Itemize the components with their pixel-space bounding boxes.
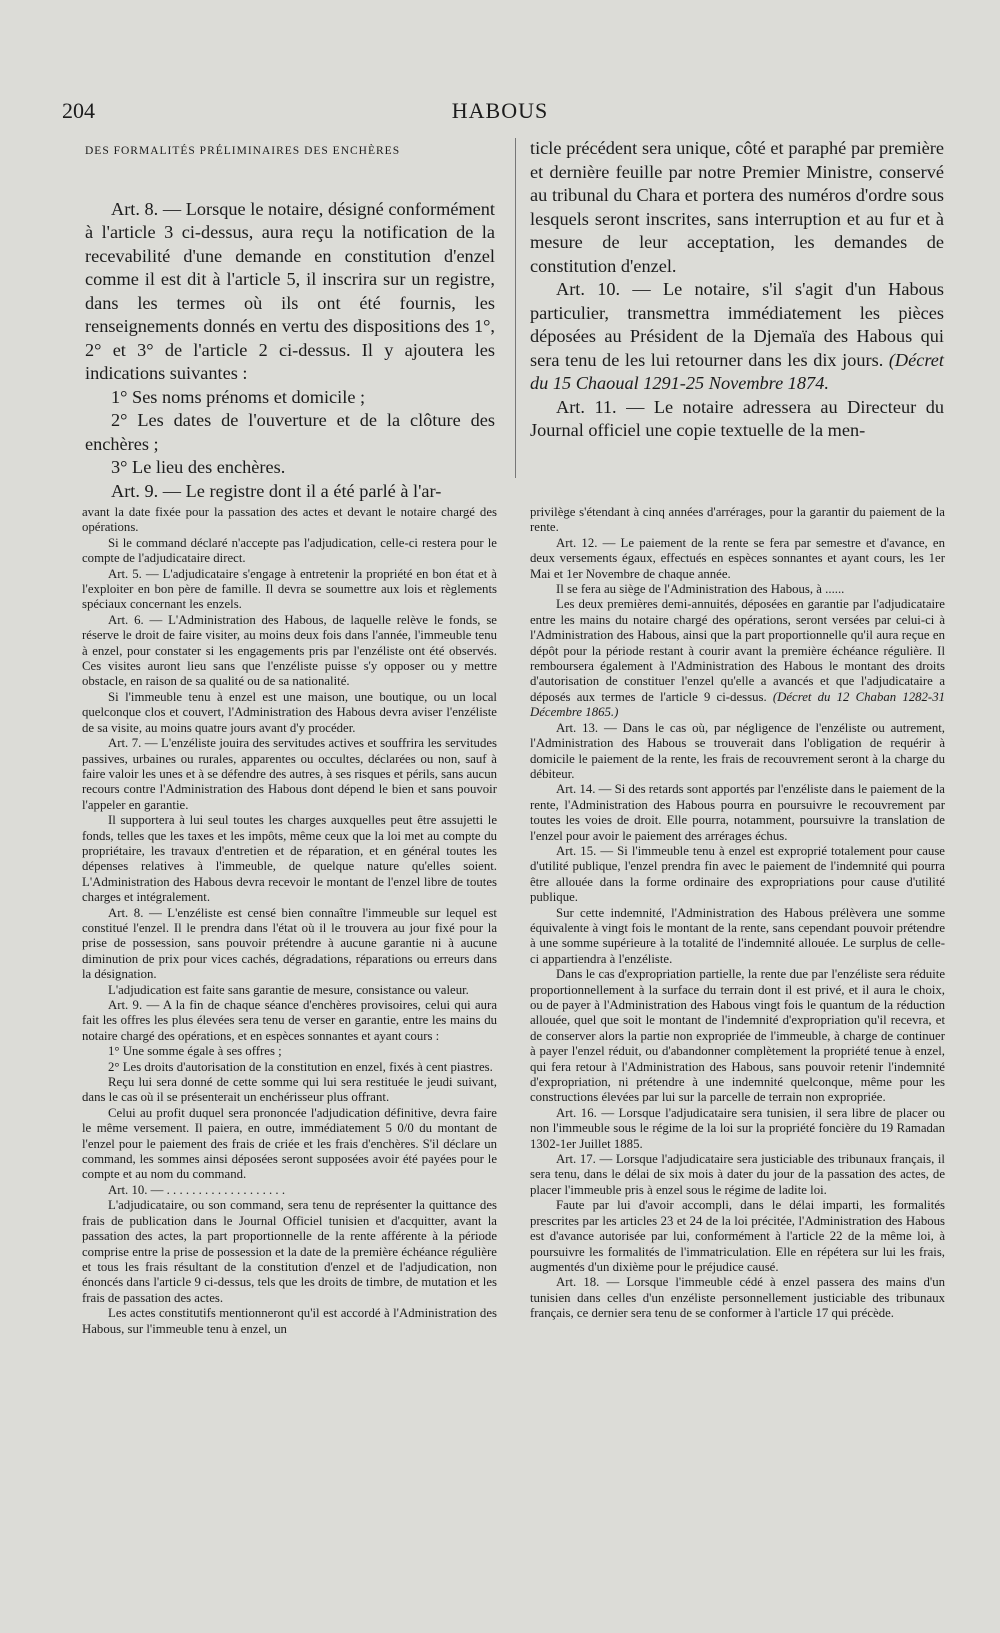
- paragraph: Les actes constitutifs mentionneront qu'il est accordé à l'Administration des Habous, sur l'immeuble tenu à enzel, un: [82, 1306, 497, 1336]
- paragraph: Faute par lui d'avoir accompli, dans le délai imparti, les formalités prescrites par les articles 23 et 24 de la loi précitée, l'Administration des Habous est d'avance autorisée par lui, conformément à l'article 22 de la même loi, à poursuivre les formalités de l'immatriculation. Elle en répétera sur lui les frais, augmentés d'un dixième pour le préjudice causé.: [530, 1198, 945, 1274]
- paragraph: Art. 5. — L'adjudicataire s'engage à entretenir la propriété en bon état et à l'exploiter en bon père de famille. Il devra se soumettre aux lois et règlements spéciaux concernant les enzels.: [82, 566, 497, 612]
- page-title: HABOUS: [451, 98, 549, 123]
- bottom-left-column: [82, 505, 497, 1337]
- paragraph: 1° Ses noms prénoms et domicile ;: [111, 386, 366, 407]
- page-number: 204: [62, 98, 95, 123]
- paragraph: Art. 10. — . . . . . . . . . . . . . . . . . . .: [108, 1182, 286, 1197]
- paragraph: Reçu lui sera donné de cette somme qui lui sera restituée le jeudi suivant, dans le cas où il se présenterait un enchérisseur plus offrant.: [82, 1075, 497, 1105]
- paragraph: Art. 7. — L'enzéliste jouira des servitudes actives et souffrira les servitudes passives, urbaines ou rurales, apparentes ou occultes, déclarées ou non, sauf à faire valoir les unes et à se défendre des autres, à ses risques et périls, sans aucun recours contre l'Administration des Habous dont dépend le bien et sans pouvoir l'appeler en garantie.: [82, 736, 497, 812]
- top-right-column: [530, 137, 944, 443]
- paragraph-text: Les deux premières demi-annuités, déposées en garantie par l'adjudicataire entre les mains du notaire chargé des opérations, seront versées par celui-ci à l'Administration des Habous, ainsi que la part proportionnelle qu'il aura reçue en dépôt pour la période restant à courir avant la première échéance régulière. Il remboursera également à l'Administration des Habous le montant des droits d'autorisation de constituer l'enzel qu'elle a avancés et que l'adjudicataire a déposés aux termes de l'article 9 ci-dessus.: [530, 597, 945, 704]
- paragraph: Il supportera à lui seul toutes les charges auxquelles peut être assujetti le fonds, telles que les taxes et les impôts, même ceux que la loi met au compte du propriétaire, les travaux d'entretien et de réparation, et en général toutes les dépenses relatives à l'immeuble, de quelque nature qu'elles soient. L'Administration des Habous devra recevoir le montant de l'enzel libre de toutes charges et intégralement.: [82, 813, 497, 905]
- paragraph: L'adjudication est faite sans garantie de mesure, consistance ou valeur.: [108, 982, 469, 997]
- paragraph: Art. 17. — Lorsque l'adjudicataire sera justiciable des tribunaux français, il sera tenu, dans le délai de six mois à dater du jour de la passation des actes, de placer l'immeuble pris à enzel sous le régime de ladite loi.: [530, 1152, 945, 1197]
- decree-citation: (Décret du 12 Chaban 1282-31 Décembre 1865.): [530, 689, 945, 720]
- paragraph: 3° Le lieu des enchères.: [111, 457, 286, 477]
- paragraph: Art. 15. — Si l'immeuble tenu à enzel est exproprié totalement pour cause d'utilité publique, l'enzel prendra fin avec le paiement de l'indemnité qui pourra être allouée dans la forme ordinaire des expropriations pour cause d'utilité publique.: [530, 843, 945, 905]
- paragraph: Art. 9. — Le registre dont il a été parlé à l'ar-: [111, 480, 442, 501]
- column-divider: [515, 138, 516, 478]
- paragraph: [530, 597, 945, 720]
- paragraph: [530, 278, 944, 396]
- paragraph: ticle précédent sera unique, côté et paraphé par première et dernière feuille par notre Premier Ministre, conservé au tribunal du Chara et portera des numéros d'ordre sous lesquels seront inscrites, sans interruption et au fur et à mesure de leur acceptation, les demandes de constitution d'enzel.: [530, 138, 944, 276]
- paragraph: Sur cette indemnité, l'Administration des Habous prélèvera une somme équivalente à vingt fois le montant de la rente, sans cependant pouvoir prétendre à une somme supérieure à la totalité de l'indemnité allouée. Le surplus de celle-ci appartiendra à l'enzéliste.: [530, 905, 945, 966]
- paragraph: Dans le cas d'expropriation partielle, la rente due par l'enzéliste sera réduite proportionnellement à la surface du terrain dont il est privé, et il aura le choix, ou de payer à l'Administration des Habous vingt fois le quantum de la réduction allouée, quel que soit le montant de l'indemnité d'expropriation qu'il recevra, et de conserver alors la partie non expropriée de l'immeuble, à charge de continuer à payer l'enzel réduit, ou d'abandonner complètement la propriété tenue à enzel, qui fera retour à l'Administration des Habous, sans pouvoir retenir l'indemnité d'expropriation, ni prétendre à une indemnité quelconque, même pour les constructions élevées par lui sur la parcelle de terrain non expropriée.: [530, 967, 945, 1105]
- paragraph: 1° Une somme égale à ses offres ;: [108, 1044, 282, 1059]
- paragraph: Celui au profit duquel sera prononcée l'adjudication définitive, devra faire le même versement. Il paiera, en outre, immédiatement 5 0/0 du montant de l'enzel pour le paiement des frais de criée et les frais d'enchères. S'il déclare un command, les sommes ainsi déposées seront supposées avoir été payées pour le compte et au nom du command.: [82, 1105, 497, 1182]
- decree-citation: (Décret du 15 Chaoual 1291-25 Novembre 1874.: [530, 349, 944, 393]
- paragraph: Art. 13. — Dans le cas où, par négligence de l'enzéliste ou autrement, l'Administration des Habous se trouverait dans l'obligation de requérir à domicile le paiement de la rente, les frais de recouvrement seront à la charge du débiteur.: [530, 720, 945, 781]
- paragraph-text: Art. 10. — Le notaire, s'il s'agit d'un Habous particulier, transmettra immédiatement les pièces déposées au Président de la Djemaïa des Habous qui sera tenu de les lui retourner dans les dix jours.: [530, 279, 944, 370]
- paragraph: Art. 6. — L'Administration des Habous, de laquelle relève le fonds, se réserve le droit de faire visiter, au moins deux fois dans l'année, l'immeuble tenu à enzel, pour constater si les engagements pris par l'enzéliste ont été observés. Ces visites auront lieu sans que l'enzéliste puisse s'y opposer ou y mettre obstacle, en raison de sa qualité ou de sa nationalité.: [82, 612, 497, 689]
- top-left-column: [85, 140, 495, 503]
- paragraph: 2° Les droits d'autorisation de la constitution en enzel, fixés à cent piastres.: [108, 1059, 493, 1074]
- paragraph: avant la date fixée pour la passation des actes et devant le notaire chargé des opérations.: [82, 505, 497, 535]
- paragraph: Art. 16. — Lorsque l'adjudicataire sera tunisien, il sera libre de placer ou non l'immeuble sous le régime de la loi sur la propriété foncière du 19 Ramadan 1302-1er Juillet 1885.: [530, 1105, 945, 1151]
- paragraph: privilège s'étendant à cinq années d'arrérages, pour la garantir du paiement de la rente.: [530, 505, 945, 535]
- paragraph: Art. 8. — Lorsque le notaire, désigné conformément à l'article 3 ci-dessus, aura reçu la notification de la recevabilité d'une demande en constitution d'enzel comme il est dit à l'article 5, il inscrira sur un registre, dans les termes où ils ont été fournis, les renseignements donnés en vertu des dispositions des 1°, 2° et 3° de l'article 2 ci-dessus. Il y ajoutera les indications suivantes :: [85, 198, 495, 383]
- paragraph: 2° Les dates de l'ouverture et de la clôture des enchères ;: [85, 410, 495, 454]
- paragraph: Art. 18. — Lorsque l'immeuble cédé à enzel passera des mains d'un tunisien dans celles d'un enzéliste personnellement justiciable des tribunaux français, ce dernier sera tenu de se conformer à l'article 17 qui précède.: [530, 1275, 945, 1321]
- paragraph: Art. 9. — A la fin de chaque séance d'enchères provisoires, celui qui aura fait les offres les plus élevées sera tenu de verser en garantie, entre les mains du notaire chargé des opérations, et en espèces sonnantes et ayant cours :: [82, 998, 497, 1043]
- paragraph: Si le command déclaré n'accepte pas l'adjudication, celle-ci restera pour le compte de l'adjudicataire direct.: [82, 535, 497, 566]
- paragraph: Si l'immeuble tenu à enzel est une maison, une boutique, ou un local quelconque clos et couvert, l'Administration des Habous devra aviser l'enzéliste de sa visite, au moins quatre jours avant d'y procéder.: [82, 689, 497, 735]
- bottom-right-column: [530, 505, 945, 1322]
- paragraph: Il se fera au siège de l'Administration des Habous, à ......: [556, 582, 845, 597]
- paragraph: Art. 8. — L'enzéliste est censé bien connaître l'immeuble sur lequel est constitué l'enzel. Il le prendra dans l'état où il le trouvera au jour fixé pour la prise de possession, sans pouvoir prétendre à aucune garantie ni à aucune diminution de prix pour vices cachés, dégradations, réparations ou erreurs dans la désignation.: [82, 905, 497, 982]
- paragraph: Art. 11. — Le notaire adressera au Directeur du Journal officiel une copie textuelle de la men-: [530, 396, 944, 440]
- paragraph: Art. 12. — Le paiement de la rente se fera par semestre et d'avance, en deux versements égaux, effectués en espèces sonnantes et ayant cours, les 1er Mai et 1er Novembre de chaque année.: [530, 535, 945, 581]
- paragraph: Art. 14. — Si des retards sont apportés par l'enzéliste dans le paiement de la rente, l'Administration des Habous pourra en poursuivre le recouvrement par toutes les voies de droit. Elle pourra, notamment, poursuivre la translation de l'enzel pour avoir le paiement des arrérages échus.: [530, 782, 945, 843]
- paragraph: L'adjudicataire, ou son command, sera tenu de représenter la quittance des frais de publication dans le Journal Officiel tunisien et d'acquitter, avant la passation des actes, la part proportionnelle de la rente afférente à la période comprise entre la prise de possession et la date de la première échéance régulière et tous les frais résultant de la constitution d'enzel et de l'adjudication, non énoncés dans l'article 9 ci-dessus, tels que les droits de timbre, de mutation et les frais de passation des actes.: [82, 1198, 497, 1305]
- section-title: DES FORMALITÉS PRÉLIMINAIRES DES ENCHÈRES: [85, 145, 401, 157]
